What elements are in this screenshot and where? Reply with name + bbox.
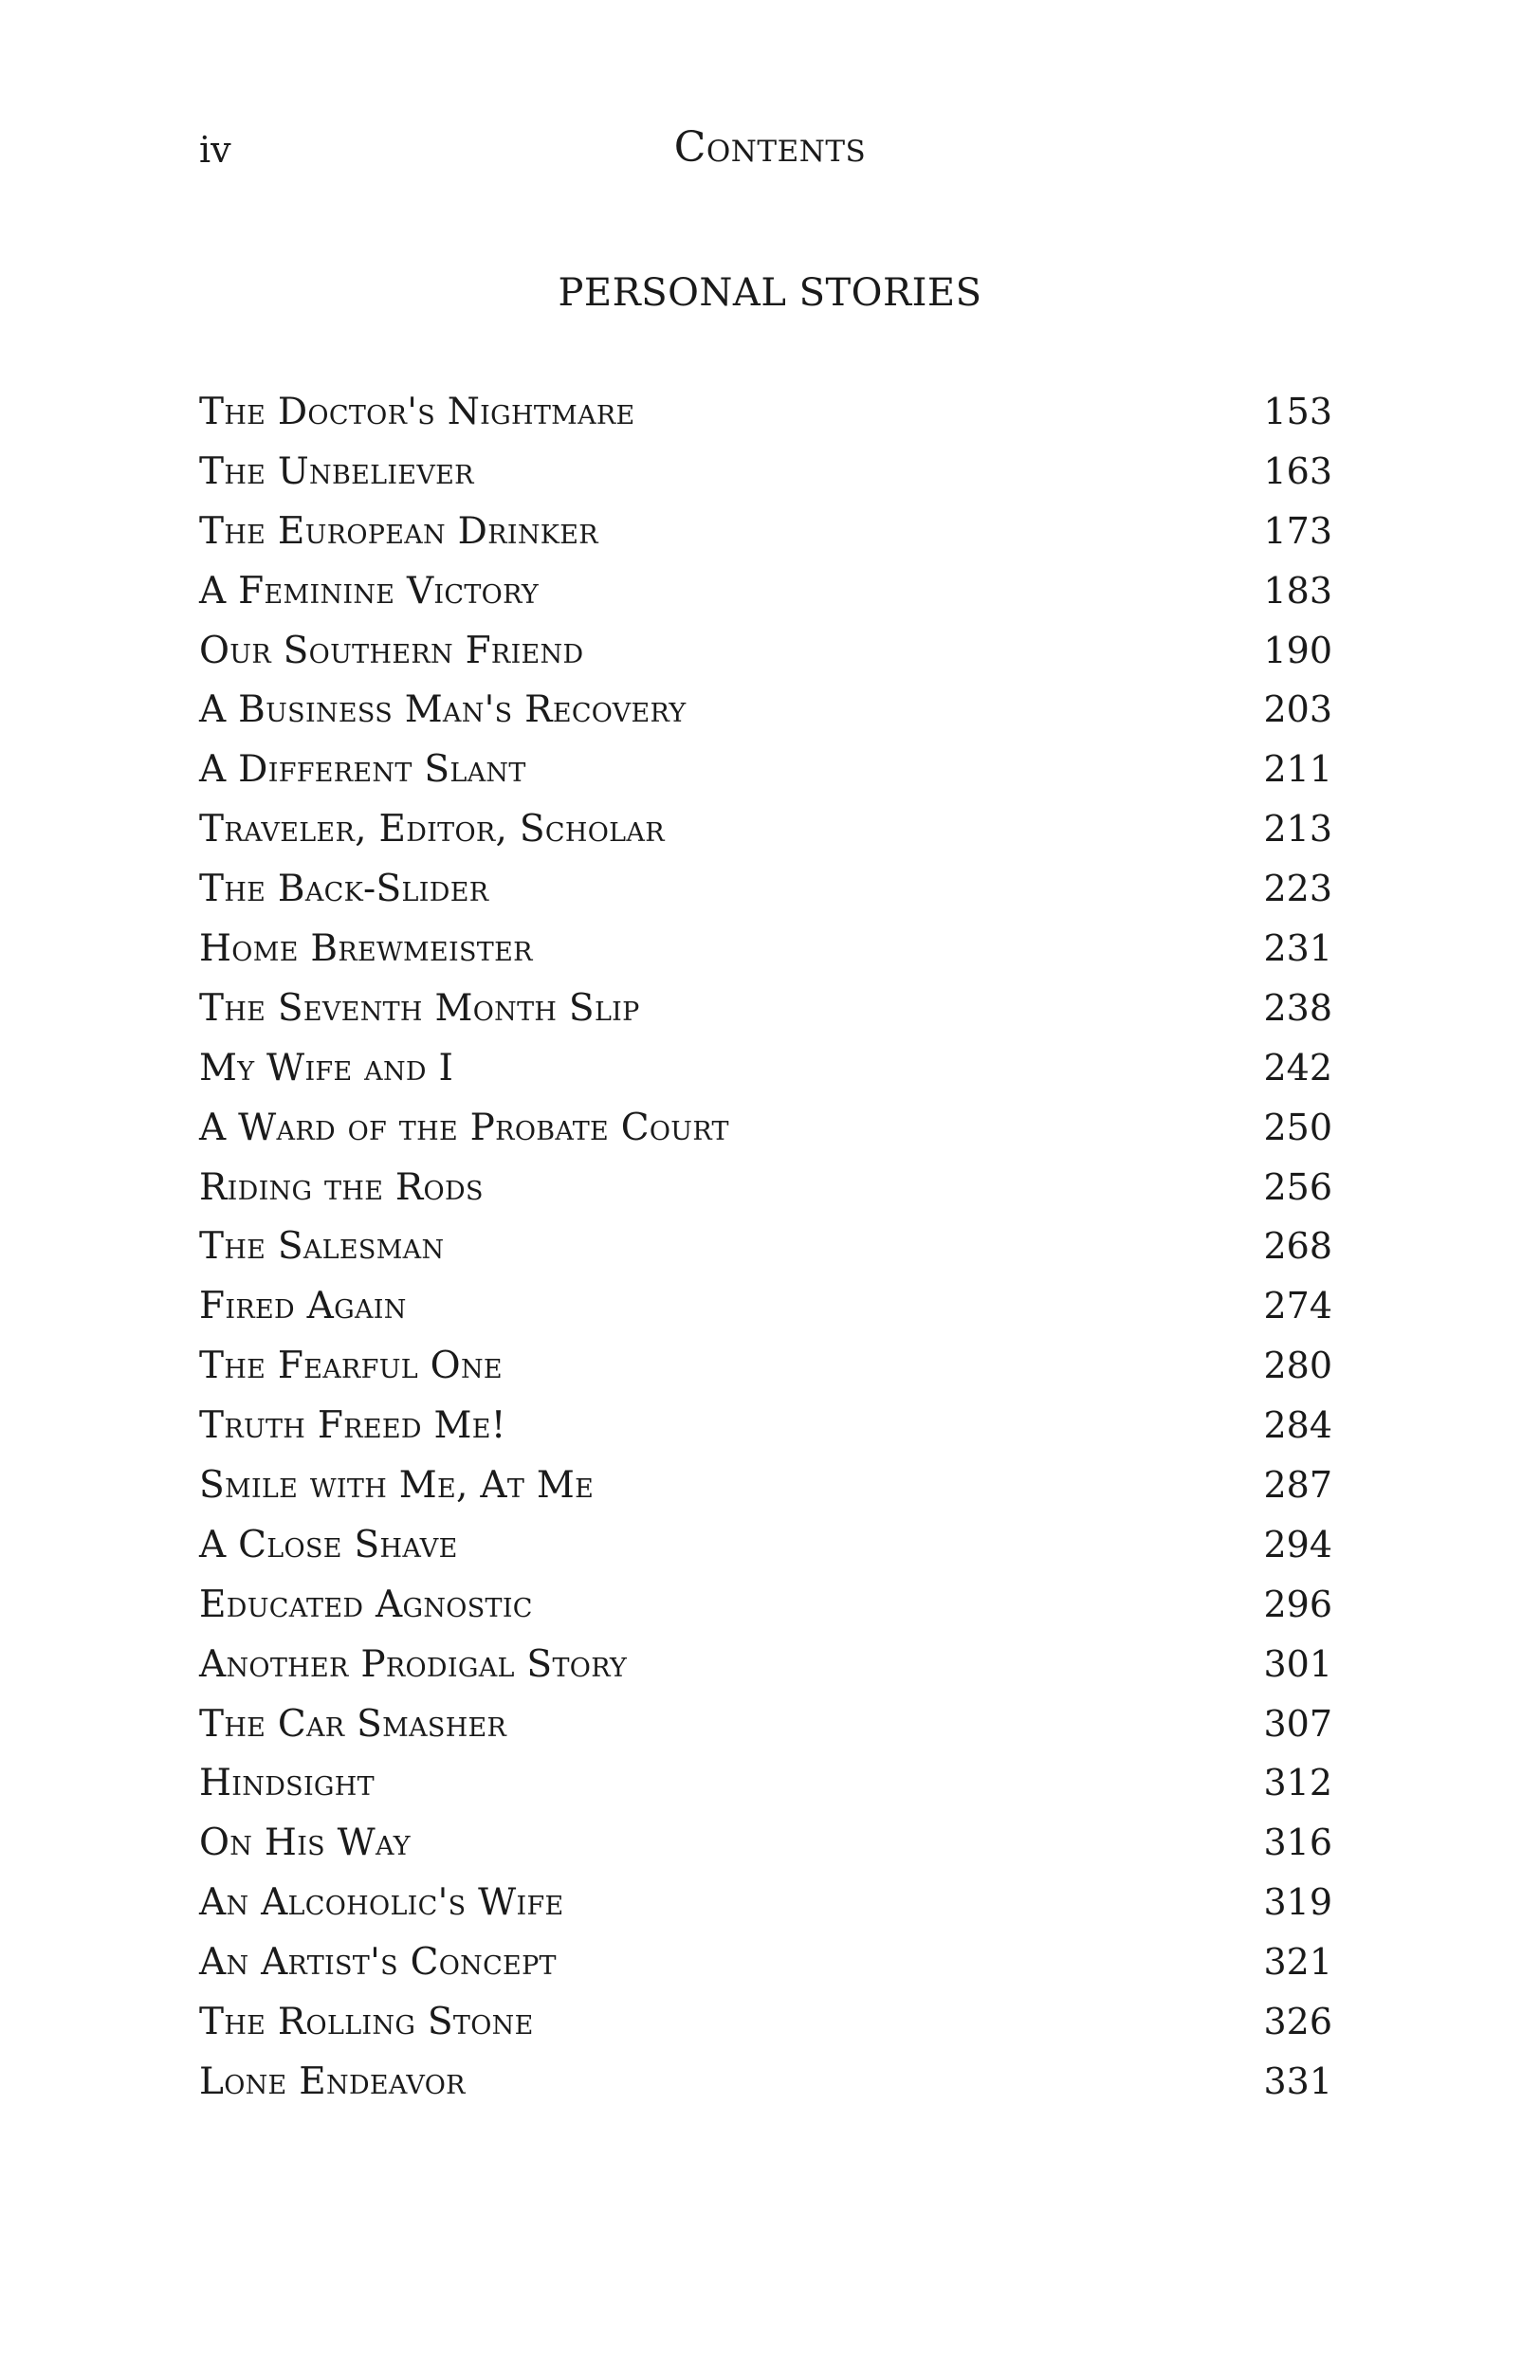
toc-entry-title: Another Prodigal Story bbox=[199, 1642, 628, 1686]
toc-entry-page: 326 bbox=[1263, 2001, 1332, 2043]
toc-entry-title: Our Southern Friend bbox=[199, 629, 584, 672]
toc-entry-page: 296 bbox=[1263, 1583, 1332, 1625]
toc-entry-title: Smile with Me, At Me bbox=[199, 1464, 595, 1508]
toc-entry-title: Hindsight bbox=[199, 1762, 375, 1805]
toc-entry-title: The European Drinker bbox=[199, 509, 598, 553]
toc-entry-page: 284 bbox=[1263, 1404, 1332, 1447]
toc-entry-title: A Ward of the Probate Court bbox=[199, 1106, 729, 1149]
toc-entry-title: Traveler, Editor, Scholar bbox=[199, 808, 665, 851]
toc-entry bbox=[199, 919, 1332, 979]
toc-entry-title: The Fearful One bbox=[199, 1345, 503, 1388]
toc-entry-title: Fired Again bbox=[199, 1285, 407, 1328]
toc-entry bbox=[199, 1992, 1332, 2052]
toc-entry-title: A Different Slant bbox=[199, 748, 526, 792]
toc-entry-page: 163 bbox=[1263, 449, 1332, 492]
toc-entry-title: The Rolling Stone bbox=[199, 2001, 534, 2044]
toc-entry-page: 321 bbox=[1263, 1941, 1332, 1984]
toc-entry-title: A Feminine Victory bbox=[199, 569, 540, 613]
toc-entry bbox=[199, 1635, 1332, 1694]
toc-entry-title: The Back-Slider bbox=[199, 868, 489, 911]
toc-entry bbox=[199, 740, 1332, 799]
toc-entry-title: The Car Smasher bbox=[199, 1702, 507, 1746]
toc-entry-title: My Wife and I bbox=[199, 1046, 454, 1089]
toc-entry-page: 190 bbox=[1263, 629, 1332, 671]
toc-entry bbox=[199, 799, 1332, 859]
toc-entry-page: 238 bbox=[1263, 986, 1332, 1029]
toc-entry bbox=[199, 1753, 1332, 1813]
toc-entry-title: A Close Shave bbox=[199, 1523, 458, 1566]
toc-entry bbox=[199, 502, 1332, 561]
toc-entry-page: 173 bbox=[1263, 509, 1332, 552]
toc-entry-page: 294 bbox=[1263, 1523, 1332, 1565]
toc-entry bbox=[199, 561, 1332, 621]
toc-entry-title: Home Brewmeister bbox=[199, 927, 533, 971]
section-title: PERSONAL STORIES bbox=[558, 271, 982, 315]
toc-entry-title: Lone Endeavor bbox=[199, 2060, 466, 2103]
toc-entry-title: Educated Agnostic bbox=[199, 1583, 533, 1626]
page-number: iv bbox=[199, 129, 231, 171]
toc-entry bbox=[199, 1038, 1332, 1098]
toc-entry-page: 319 bbox=[1263, 1881, 1332, 1924]
toc-entry bbox=[199, 1932, 1332, 1992]
toc-entry-page: 316 bbox=[1263, 1822, 1332, 1864]
toc-entry-title: On His Way bbox=[199, 1822, 411, 1865]
toc-entry-page: 183 bbox=[1263, 569, 1332, 612]
toc-entry bbox=[199, 1098, 1332, 1158]
toc-entry-title: An Artist's Concept bbox=[199, 1941, 557, 1985]
toc-entry-title: An Alcoholic's Wife bbox=[199, 1881, 564, 1925]
toc-entry bbox=[199, 1336, 1332, 1396]
running-head: Contents bbox=[673, 123, 867, 172]
toc-entry bbox=[199, 1158, 1332, 1217]
toc-entry bbox=[199, 1873, 1332, 1932]
toc-entry-title: Truth Freed Me! bbox=[199, 1404, 506, 1448]
toc-entry-page: 153 bbox=[1263, 391, 1332, 432]
toc-entry-page: 256 bbox=[1263, 1165, 1332, 1208]
toc-entry bbox=[199, 1396, 1332, 1455]
toc-entry bbox=[199, 1575, 1332, 1635]
toc-entry-page: 274 bbox=[1263, 1285, 1332, 1327]
toc-entry bbox=[199, 859, 1332, 919]
toc-entry bbox=[199, 979, 1332, 1038]
toc-entry bbox=[199, 1217, 1332, 1276]
toc-entry-page: 203 bbox=[1263, 688, 1332, 731]
toc-entry-title: The Seventh Month Slip bbox=[199, 986, 640, 1030]
toc-entry-page: 287 bbox=[1263, 1464, 1332, 1507]
toc-entry-page: 301 bbox=[1263, 1642, 1332, 1685]
toc-entry bbox=[199, 1515, 1332, 1575]
toc-entry-page: 223 bbox=[1263, 868, 1332, 910]
toc-entry-page: 331 bbox=[1263, 2060, 1332, 2102]
toc-entry-title: The Doctor's Nightmare bbox=[199, 391, 635, 433]
toc-entry bbox=[199, 680, 1332, 740]
toc-entry bbox=[199, 1455, 1332, 1515]
toc-entry-page: 307 bbox=[1263, 1702, 1332, 1745]
toc-entry-page: 268 bbox=[1263, 1225, 1332, 1268]
toc-entry bbox=[199, 382, 1332, 442]
toc-entry-page: 312 bbox=[1263, 1762, 1332, 1804]
toc-entry-page: 211 bbox=[1263, 748, 1332, 791]
toc-entry-page: 231 bbox=[1263, 927, 1332, 970]
toc-entry-title: The Unbeliever bbox=[199, 449, 474, 493]
toc-entry bbox=[199, 1813, 1332, 1873]
table-of-contents bbox=[199, 382, 1332, 2112]
toc-entry bbox=[199, 2052, 1332, 2112]
toc-entry bbox=[199, 1694, 1332, 1754]
toc-entry-page: 280 bbox=[1263, 1345, 1332, 1387]
toc-entry bbox=[199, 1276, 1332, 1336]
toc-entry-title: A Business Man's Recovery bbox=[199, 688, 687, 732]
toc-entry-title: Riding the Rods bbox=[199, 1165, 484, 1209]
toc-entry-title: The Salesman bbox=[199, 1225, 445, 1269]
toc-entry-page: 242 bbox=[1263, 1046, 1332, 1089]
toc-entry-page: 213 bbox=[1263, 808, 1332, 851]
toc-entry bbox=[199, 442, 1332, 502]
toc-entry-page: 250 bbox=[1263, 1106, 1332, 1148]
toc-entry bbox=[199, 621, 1332, 681]
